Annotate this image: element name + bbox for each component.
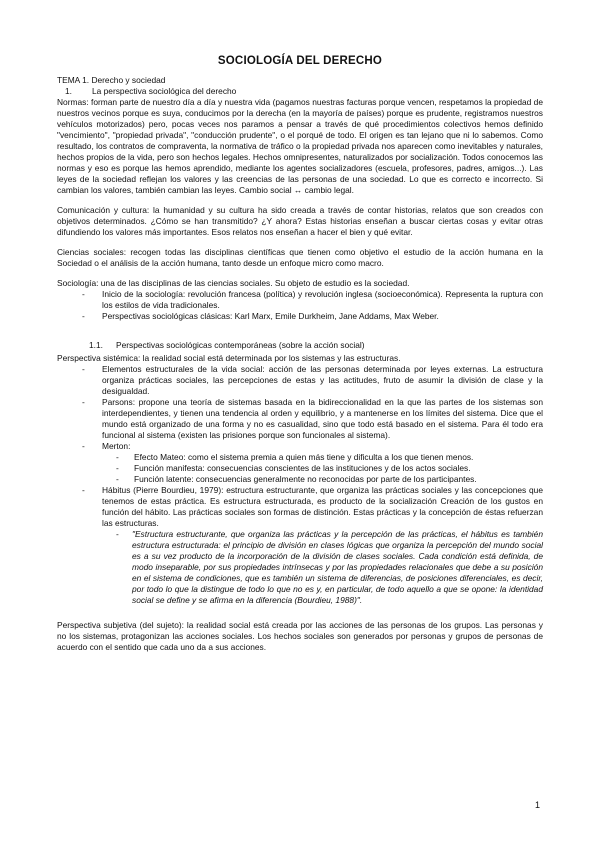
bourdieu-quote: - "Estructura estructurante, que organiza las prácticas y la percepción de las prácticas, el hábitus es también estructura estructurada: el principio de división en clases lógicas que organiza la percepción del mundo social es a su vez producto de la incorporación de la división de clases sociales. Cada condición está definida, de modo inseparable, por sus propiedades intrínsecas y por las propiedades relacionales que debe a su posición en el sistema de condiciones, que es también un sistema de diferencias, de posiciones diferenciales, es decir, por todo lo que la distingue de todo lo que no es y, en particular, de todo aquello a que se opone: la identidad social se define y se afirma en la diferencia (Bourdieu, 1988)". [102,529,543,606]
list-item: - Inicio de la sociología: revolución francesa (política) y revolución inglesa (socioeconómica). Representa la ruptura con los estilos de vida tradicionales. [57,289,543,311]
document-title: SOCIOLOGÍA DEL DERECHO [217,55,383,67]
list-item: - Función manifesta: consecuencias conscientes de las instituciones y de los actos sociales. [102,463,543,474]
section-1-1-heading [57,340,543,351]
list-item: - Efecto Mateo: como el sistema premia a quien más tiene y dificulta a los que tienen menos. [102,452,543,463]
section-1-number: 1. [65,86,72,96]
document-page [57,50,543,653]
sociologia-list [57,289,543,322]
list-item [57,441,543,485]
ciencias-paragraph: Ciencias sociales: recogen todas las disciplinas científicas que tienen como objetivo el estudio de la acción humana en la Sociedad o el análisis de la acción humana, tanto desde un enfoque micro como macro. [57,247,543,268]
list-item: - Función latente: consecuencias generalmente no reconocidas por parte de los participantes. [102,474,543,485]
list-item: - Perspectivas sociológicas clásicas: Karl Marx, Emile Durkheim, Jane Addams, Max Weber. [57,311,543,322]
merton-list [102,452,543,485]
merton-label: Merton: [102,441,131,451]
section-1-1-label: Perspectivas sociológicas contemporáneas (sobre la acción social) [116,340,365,350]
section-1-1-number: 1.1. [89,340,103,350]
bourdieu-quote-list [102,529,543,606]
comunicacion-paragraph: Comunicación y cultura: la humanidad y su cultura ha sido creada a través de contar historias, relatos que son creados con objetivos determinados. ¿Cómo se han transmitido? ¿Y ahora? Estas historias enseñan a buscar ciertas cosas y evitar otras difundiendo los valores más importantes. Esos relatos nos enseñan a hacer el bien y qué evitar. [57,205,543,237]
normas-paragraph: Normas: forman parte de nuestro día a día y nuestra vida (pagamos nuestras facturas porque vencen, respetamos la propiedad de nuestros vecinos porque es suya, conducimos por la derecha (en la mayoría de países) porque es prudente, registramos nuestros vehículos motorizados) pero, pocas veces nos paramos a pensar a través de qué procedimientos colectivos hemos definido "vencimiento", "propiedad privada", "conducción prudente", o el porqué de todo. El origen es tan lejano que ni lo sabemos. Como resultado, los contratos de compraventa, la normativa de tráfico o la propiedad privada nos aparecen como inevitables y naturales, hechos propios de la vida, pero son hechos legales. Hechos omnipresentes, naturalizados por socialización. Todos conocemos las normas y eso es porque las hemos aprendido, mediante los agentes socializadores (escuela, profesores, padres, amigos...). Las leyes de la sociedad reflejan los valores y las creencias de las personas de una sociedad. Lo que es correcto e incorrecto. Si cambian los valores, también cambian las leyes. Cambio social ↔ cambio legal. [57,97,543,195]
habitus-text: Hábitus (Pierre Bourdieu, 1979): estructura estructurante, que organiza las prácticas sociales y las concepciones que tenemos de estas práctica. Es estructura estructurada, es producto de la socialización Creación de los gustos en función del hábito. Las prácticas sociales son formas de distinción. Estas prácticas y la concepción de éstas refuerzan las estructuras. [102,485,543,528]
section-1-heading [57,86,543,97]
list-item: - Elementos estructurales de la vida social: acción de las personas determinada por leyes externas. La estructura organiza prácticas sociales, las percepciones de estas y las actitudes, fruto de asumir la división de clase y la desigualdad. [57,364,543,397]
sociologia-intro: Sociología: una de las disciplinas de las ciencias sociales. Su objeto de estudio es la sociedad. [57,278,410,288]
list-item [57,485,543,606]
sistemica-intro: Perspectiva sistémica: la realidad social está determinada por los sistemas y las estructuras. [57,353,401,363]
sistemica-list [57,364,543,606]
section-1-label: La perspectiva sociológica del derecho [92,86,237,96]
subjetiva-paragraph: Perspectiva subjetiva (del sujeto): la realidad social está creada por las acciones de las personas de los grupos. Las personas y no los sistemas, protagonizan las acciones sociales. Los hechos sociales son generados por personas y grupos de personas de acuerdo con el sentido que cada uno da a sus acciones. [57,620,543,652]
tema-heading: TEMA 1. Derecho y sociedad [57,75,166,85]
list-item: - Parsons: propone una teoría de sistemas basada en la bidireccionalidad en la que las partes de los sistemas son interdependientes, y tienen una tendencia al orden y equilibrio, y a mantenerse en los límites del sistema. Dice que el mundo está organizado de una forma y no es casualidad, sino que todo está basado en el sistema. Para él todo era funcional al sistema (existen las prisiones porque son funcionales al sistema). [57,397,543,441]
page-number: 1 [534,800,540,810]
